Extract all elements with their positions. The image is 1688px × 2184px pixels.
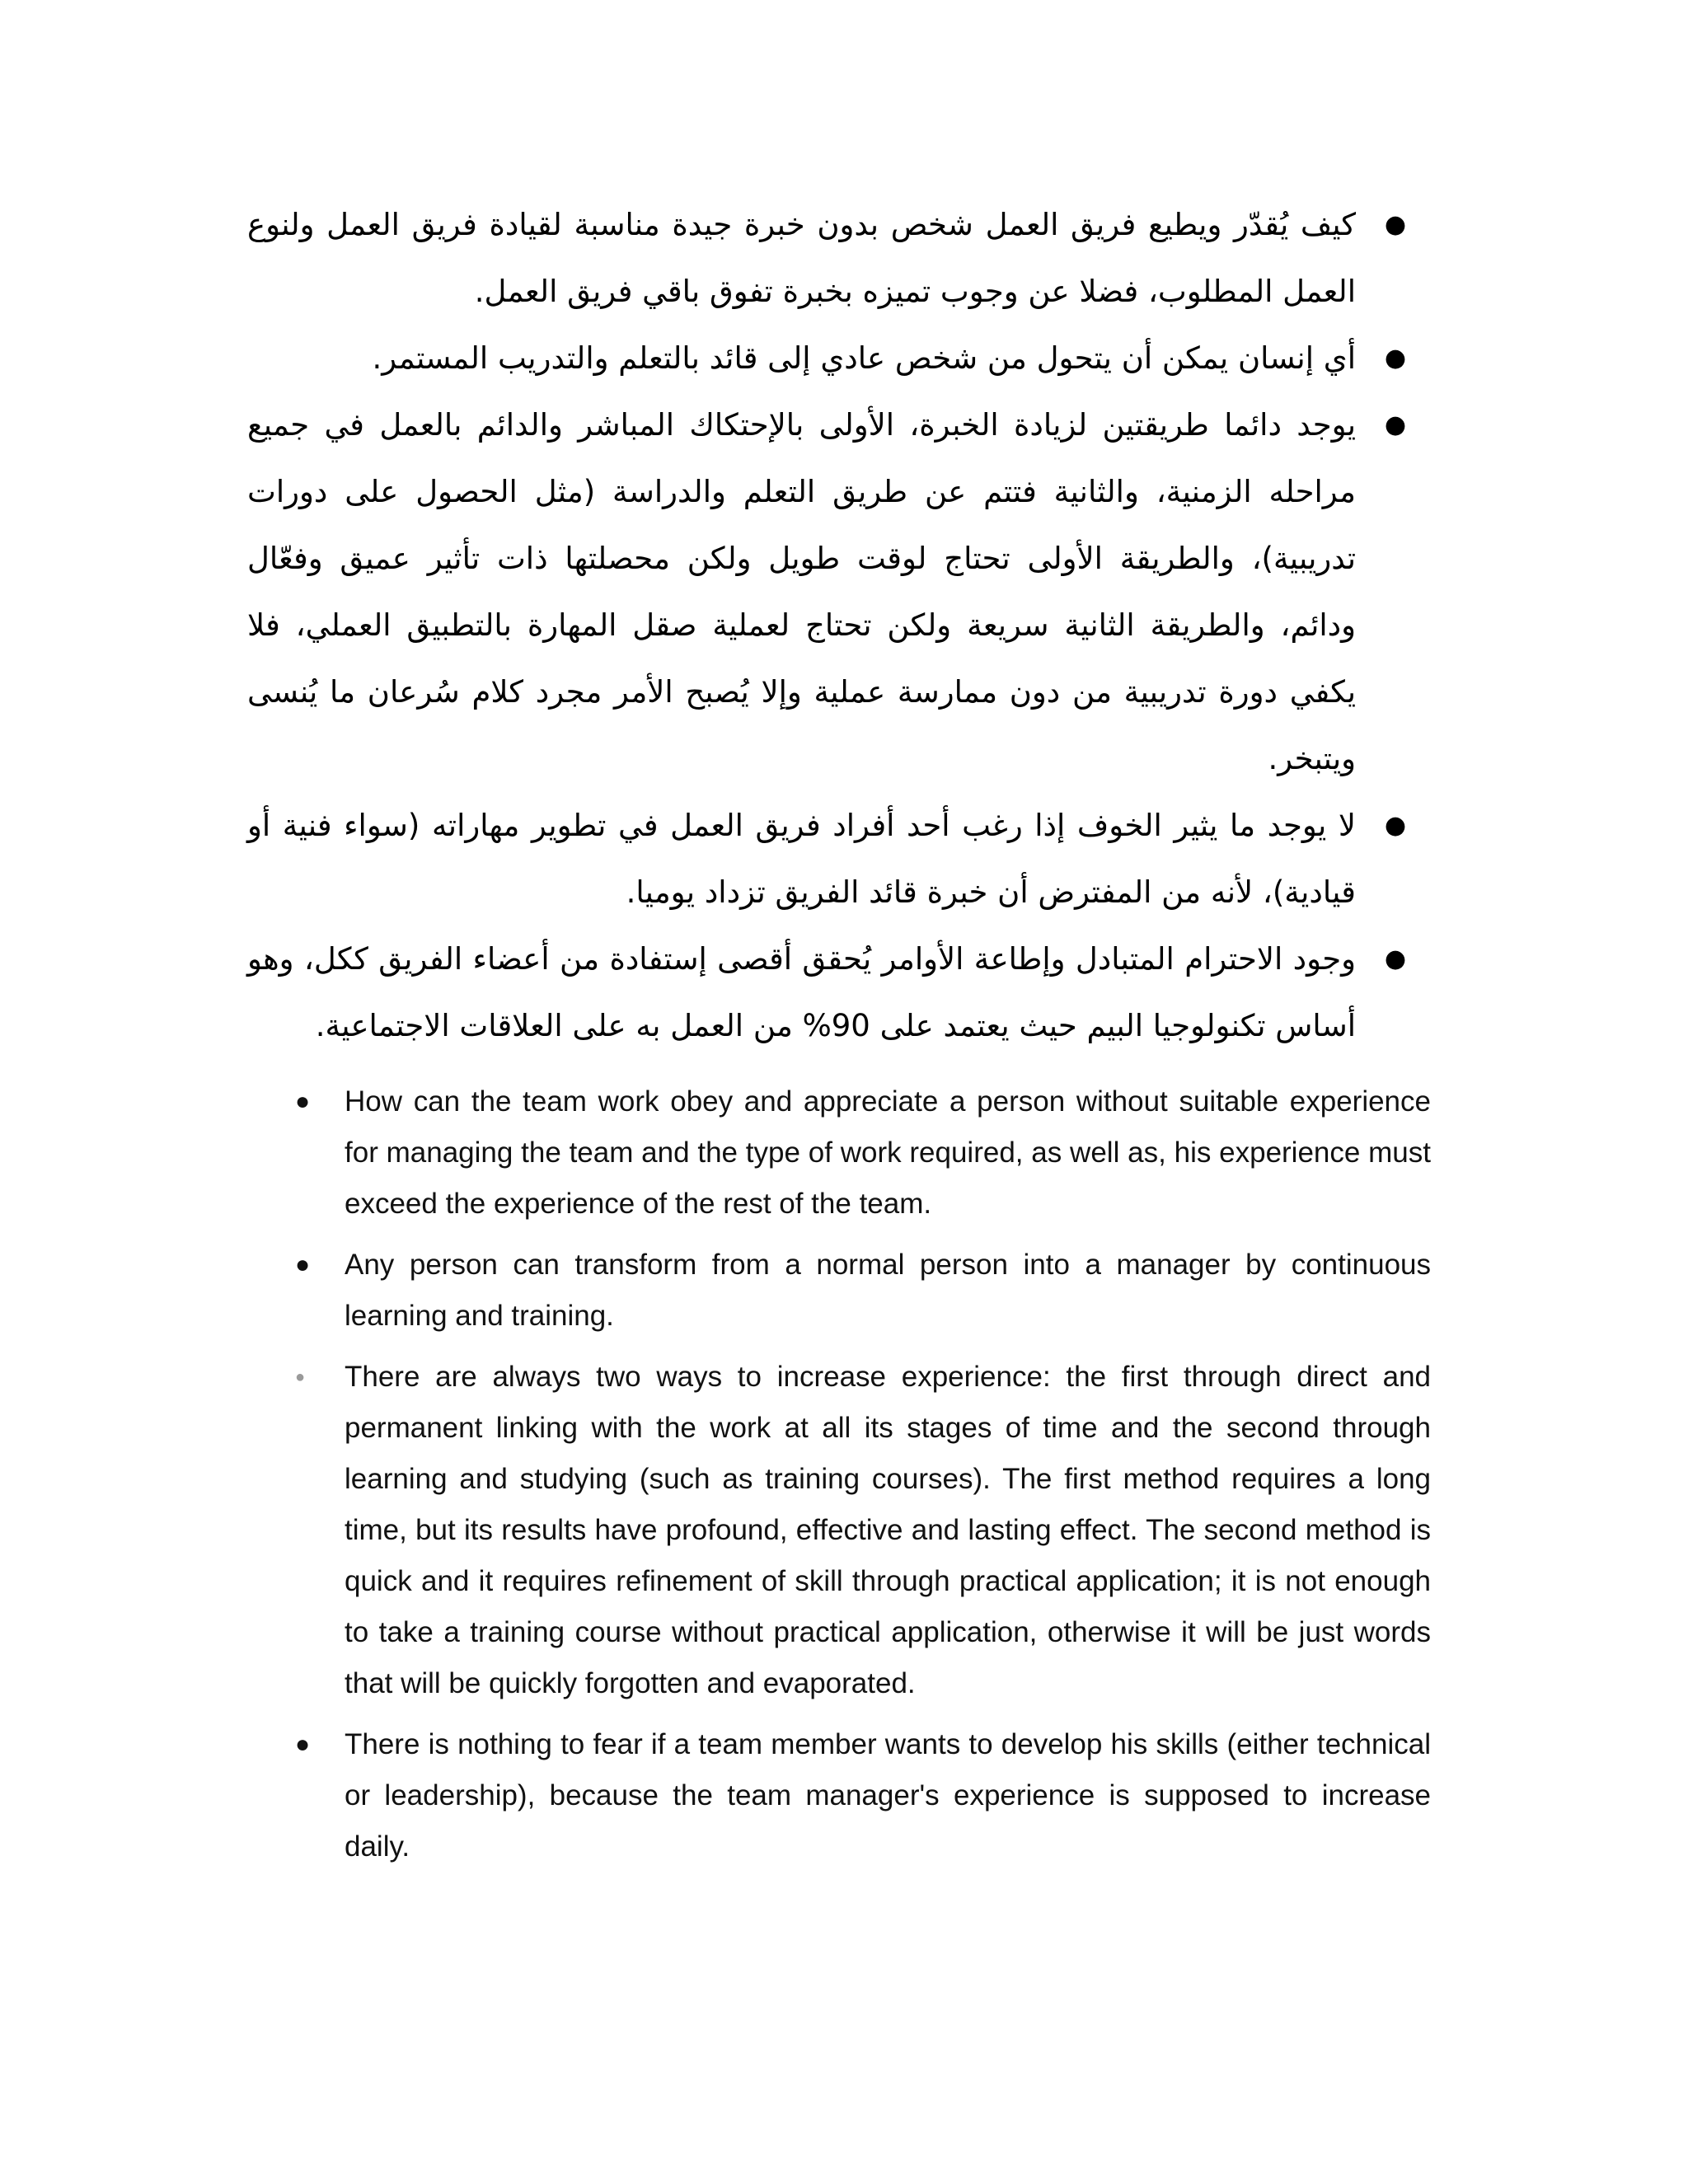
bullet-icon: ● xyxy=(1384,410,1406,439)
arabic-list-item xyxy=(247,792,1406,926)
arabic-item-text: لا يوجد ما يثير الخوف إذا رغب أحد أفراد فريق العمل في تطوير مهاراته (سواء فنية أو قيادية)، لأنه من المفترض أن خبرة قائد الفريق تزداد يوميا. xyxy=(247,808,1356,910)
arabic-bullet-list xyxy=(247,191,1406,1059)
english-list-item xyxy=(295,1240,1431,1342)
english-item-text: Any person can transform from a normal person into a manager by continuous learning and training. xyxy=(345,1249,1431,1332)
arabic-item-text: كيف يُقدّر ويطيع فريق العمل شخص بدون خبرة جيدة مناسبة لقيادة فريق العمل ولنوع العمل المطلوب، فضلا عن وجوب تميزه بخبرة تفوق باقي فريق العمل. xyxy=(247,207,1356,309)
bullet-icon: ● xyxy=(1384,344,1406,373)
arabic-list-item xyxy=(247,325,1406,391)
arabic-item-text: أي إنسان يمكن أن يتحول من شخص عادي إلى قائد بالتعلم والتدريب المستمر. xyxy=(372,340,1356,376)
english-list-item xyxy=(295,1719,1431,1872)
english-list-item xyxy=(295,1076,1431,1230)
bullet-icon: ● xyxy=(295,1088,311,1115)
bullet-icon: ● xyxy=(295,1251,311,1278)
english-item-text: How can the team work obey and appreciate a person without suitable experience for managing the team and the type of work required, as well as, his experience must exceed the experience of the rest of the team. xyxy=(345,1085,1431,1220)
english-item-text: There are always two ways to increase experience: the first through direct and permanent linking with the work at all its stages of time and the second through learning and studying (such as training courses). The first method requires a long time, but its results have profound, effective and lasting effect. The second method is quick and it requires refinement of skill through practical application; it is not enough to take a training course without practical application, otherwise it will be just words that will be quickly forgotten and evaporated. xyxy=(345,1361,1431,1699)
bullet-icon: ● xyxy=(1384,811,1406,840)
arabic-list-item xyxy=(247,926,1406,1059)
english-list-item xyxy=(295,1352,1431,1709)
arabic-list-item xyxy=(247,191,1406,325)
arabic-item-text: يوجد دائما طريقتين لزيادة الخبرة، الأولى بالإحتكاك المباشر والدائم بالعمل في جميع مراحله الزمنية، والثانية فتتم عن طريق التعلم والدراسة (مثل الحصول على دورات تدريبية)، والطريقة الأولى تحتاج لوقت طويل ولكن محصلتها ذات تأثير عميق وفعّال ودائم، والطريقة الثانية سريعة ولكن تحتاج لعملية صقل المهارة بالتطبيق العملي، فلا يكفي دورة تدريبية من دون ممارسة عملية وإلا يُصبح الأمر مجرد كلام سُرعان ما يُنسى ويتبخر. xyxy=(247,407,1356,776)
arabic-item-text: وجود الاحترام المتبادل وإطاعة الأوامر يُحقق أقصى إستفادة من أعضاء الفريق ككل، وهو أساس تكنولوجيا البيم حيث يعتمد على 90% من العمل به على العلاقات الاجتماعية. xyxy=(247,941,1356,1043)
arabic-list-item xyxy=(247,391,1406,792)
english-bullet-list xyxy=(295,1076,1431,1882)
bullet-icon: ● xyxy=(1384,210,1406,239)
bullet-icon: ● xyxy=(295,1731,311,1758)
bullet-icon: ● xyxy=(1384,944,1406,973)
bullet-icon: ● xyxy=(295,1368,306,1386)
english-item-text: There is nothing to fear if a team member wants to develop his skills (either technical or leadership), because the team manager's experience is supposed to increase daily. xyxy=(345,1728,1431,1863)
